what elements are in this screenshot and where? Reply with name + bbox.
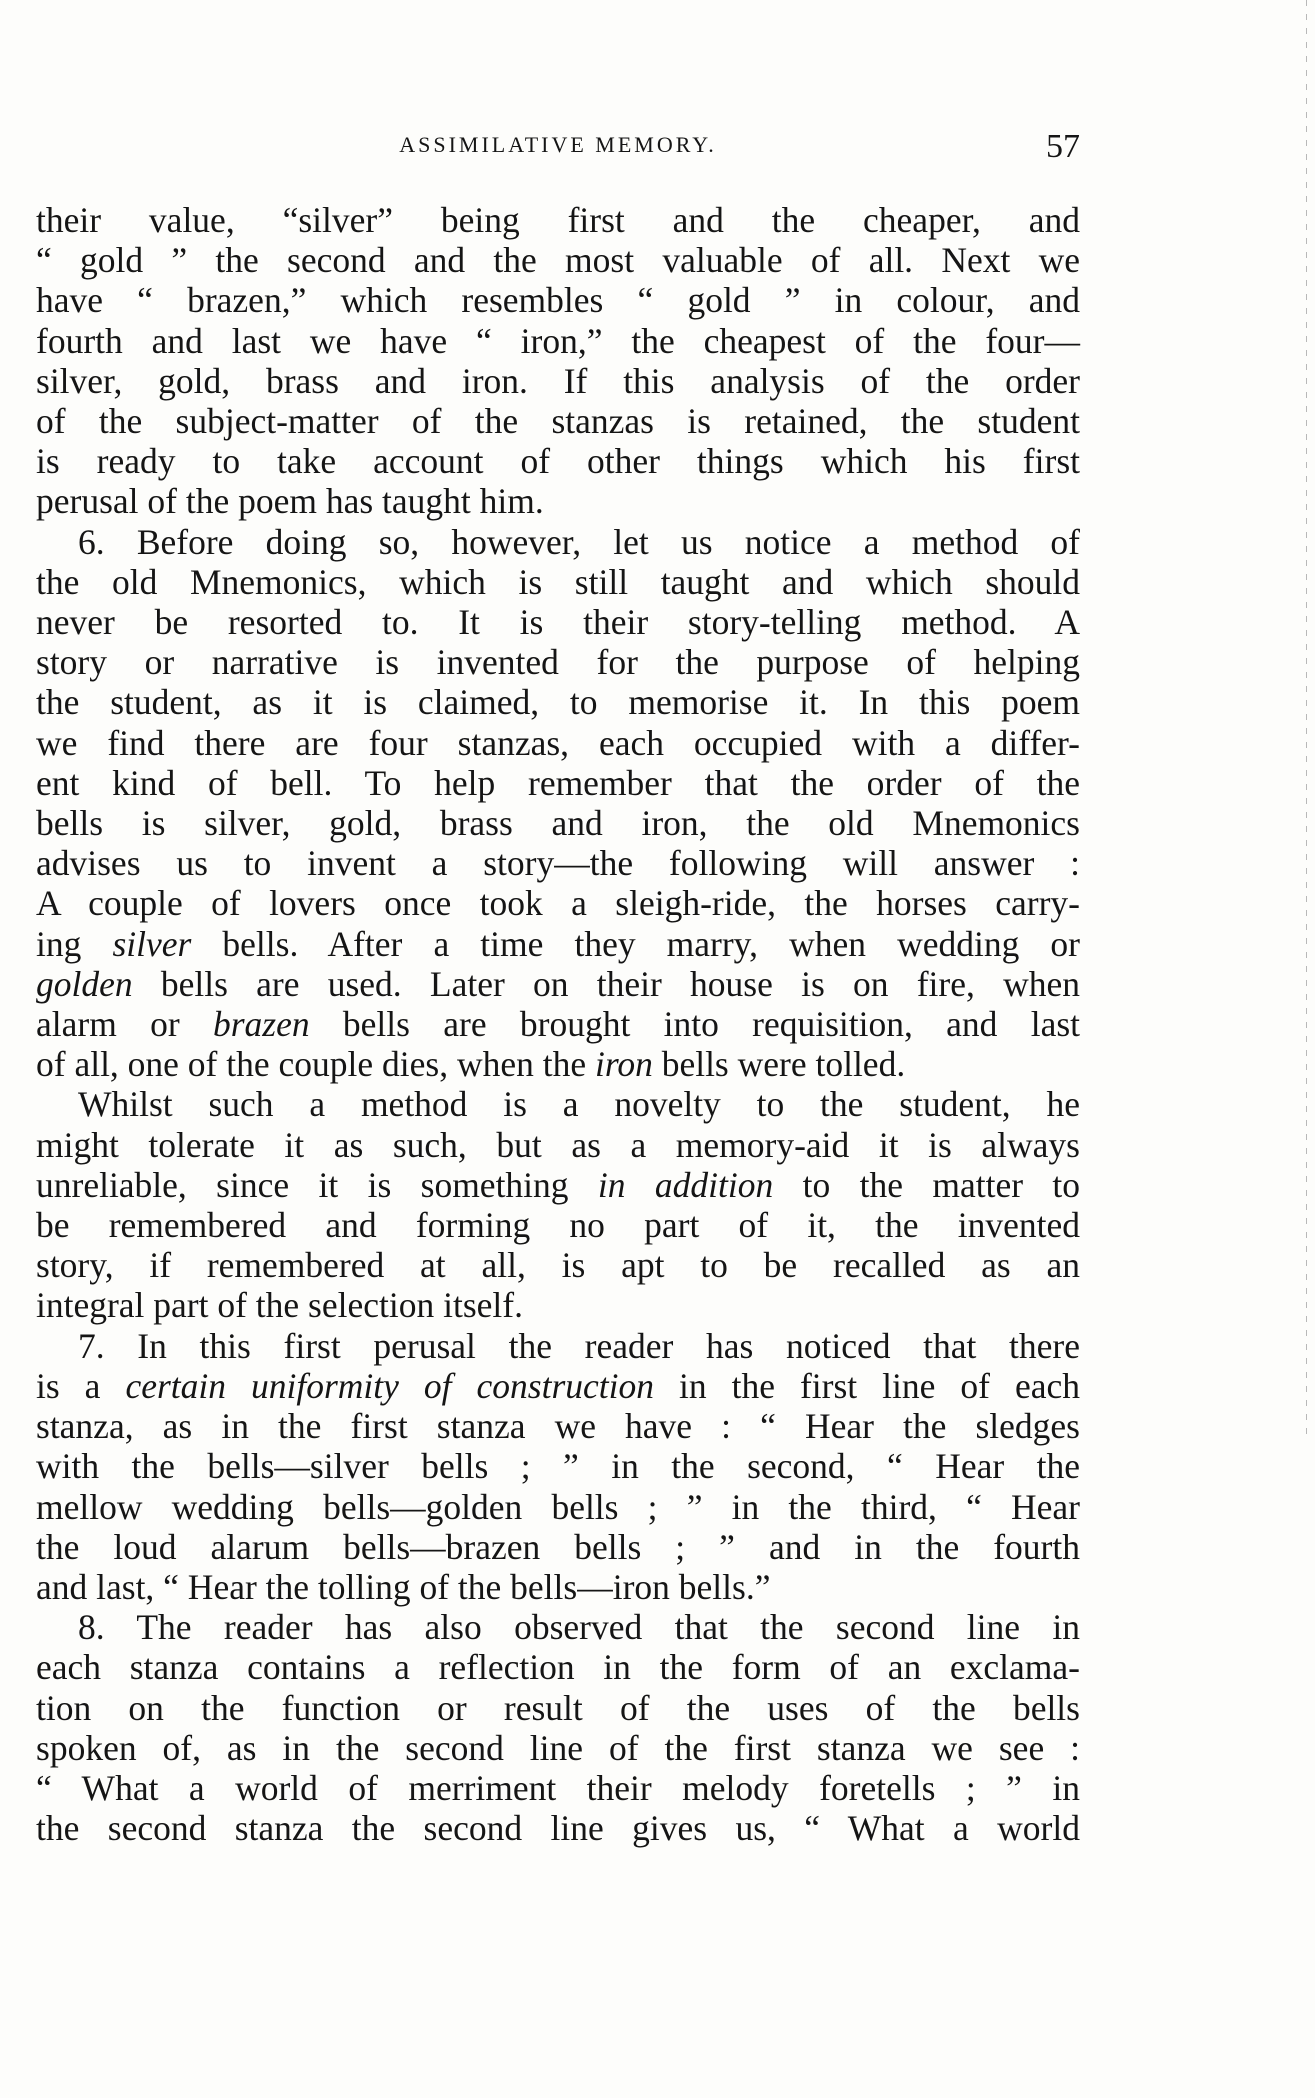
text-line <box>36 1125 1080 1165</box>
text-run: never be resorted to. It is their story-telling method. A <box>36 602 1080 643</box>
text-run: and last, “ Hear the tolling of the bells—iron bells.” <box>36 1566 771 1607</box>
text-run: mellow wedding bells—golden bells ; ” in the third, “ Hear <box>36 1486 1080 1527</box>
text-run: is ready to take account of other things which his first <box>36 441 1080 482</box>
text-run: each stanza contains a reflection in the form of an exclama- <box>36 1647 1080 1688</box>
text-run: with the bells—silver bells ; ” in the second, “ Hear the <box>36 1446 1080 1487</box>
text-run: be remembered and forming no part of it, the invented <box>36 1205 1080 1246</box>
text-line <box>36 200 1080 240</box>
text-line <box>36 924 1080 964</box>
text-run: of the subject-matter of the stanzas is retained, the student <box>36 401 1080 442</box>
text-run: silver, gold, brass and iron. If this analysis of the order <box>36 360 1080 401</box>
text-line <box>36 843 1080 883</box>
text-line <box>36 1084 1080 1124</box>
text-run: of all, one of the couple dies, when the <box>36 1044 595 1085</box>
text-line <box>36 401 1080 441</box>
text-line <box>36 763 1080 803</box>
text-run: Whilst such a method is a novelty to the student, he <box>78 1084 1080 1125</box>
text-run: A couple of lovers once took a sleigh-ride, the horses carry- <box>36 883 1080 924</box>
text-line <box>36 1567 1080 1607</box>
text-line <box>36 883 1080 923</box>
italic-text: golden <box>36 963 133 1004</box>
text-run: have “ brazen,” which resembles “ gold ” in colour, and <box>36 280 1080 321</box>
text-run: to the matter to <box>773 1164 1081 1205</box>
text-line <box>36 361 1080 401</box>
text-run: 7. In this first perusal the reader has noticed that there <box>78 1325 1080 1366</box>
text-run: in the first line of each <box>654 1365 1080 1406</box>
body-text <box>36 200 1080 1848</box>
page-header <box>36 128 1080 178</box>
text-line <box>36 1728 1080 1768</box>
text-run: 8. The reader has also observed that the second line in <box>78 1607 1080 1648</box>
text-run: advises us to invent a story—the following will answer : <box>36 843 1080 884</box>
text-line <box>36 1647 1080 1687</box>
paragraph-whilst <box>36 1084 1080 1325</box>
text-line <box>36 1768 1080 1808</box>
text-line <box>36 240 1080 280</box>
text-line <box>36 481 1080 521</box>
text-line <box>36 1285 1080 1325</box>
text-line <box>36 1326 1080 1366</box>
text-line <box>36 1446 1080 1486</box>
text-line <box>36 562 1080 602</box>
text-line <box>36 1366 1080 1406</box>
text-run: fourth and last we have “ iron,” the cheapest of the four— <box>36 320 1080 361</box>
text-line <box>36 280 1080 320</box>
text-line <box>36 964 1080 1004</box>
text-line <box>36 723 1080 763</box>
text-line <box>36 602 1080 642</box>
text-run: bells were tolled. <box>652 1044 906 1085</box>
text-line <box>36 1044 1080 1084</box>
text-run: “ What a world of merriment their melody foretells ; ” in <box>36 1767 1080 1808</box>
text-run: the old Mnemonics, which is still taught and which should <box>36 561 1080 602</box>
text-run: story, if remembered at all, is apt to be recalled as an <box>36 1245 1080 1286</box>
running-title: ASSIMILATIVE MEMORY. <box>399 132 717 157</box>
paragraph-continued <box>36 200 1080 522</box>
text-line <box>36 682 1080 722</box>
text-line <box>36 1487 1080 1527</box>
text-run: ent kind of bell. To help remember that the order of the <box>36 762 1080 803</box>
text-run: is a <box>36 1365 126 1406</box>
text-run: we find there are four stanzas, each occupied with a differ- <box>36 722 1080 763</box>
text-run: alarm or <box>36 1004 213 1045</box>
text-line <box>36 1688 1080 1728</box>
text-run: the student, as it is claimed, to memorise it. In this poem <box>36 682 1080 723</box>
text-line <box>36 1245 1080 1285</box>
text-line <box>36 642 1080 682</box>
text-run: integral part of the selection itself. <box>36 1285 523 1326</box>
text-line <box>36 1004 1080 1044</box>
text-line <box>36 1406 1080 1446</box>
italic-text: silver <box>112 923 192 964</box>
text-run: the loud alarum bells—brazen bells ; ” and in the fourth <box>36 1526 1080 1567</box>
paragraph-8 <box>36 1607 1080 1848</box>
text-line <box>36 1165 1080 1205</box>
text-run: tion on the function or result of the uses of the bells <box>36 1687 1080 1728</box>
text-line <box>36 321 1080 361</box>
text-run: perusal of the poem has taught him. <box>36 481 544 522</box>
italic-text: iron <box>594 1044 653 1085</box>
page-number: 57 <box>1046 128 1080 165</box>
text-run: might tolerate it as such, but as a memory-aid it is always <box>36 1124 1080 1165</box>
text-run: their value, “silver” being first and the cheaper, and <box>36 200 1080 240</box>
text-line <box>36 1808 1080 1848</box>
text-run: ing <box>36 923 113 964</box>
paragraph-6 <box>36 522 1080 1085</box>
text-run: 6. Before doing so, however, let us notice a method of <box>78 521 1080 562</box>
text-run: spoken of, as in the second line of the first stanza we see : <box>36 1727 1080 1768</box>
paragraph-7 <box>36 1326 1080 1607</box>
text-line <box>36 803 1080 843</box>
page-edge-line <box>1306 0 1307 1440</box>
text-run: bells is silver, gold, brass and iron, the old Mnemonics <box>36 803 1080 844</box>
text-run: unreliable, since it is something <box>36 1164 598 1205</box>
text-run: “ gold ” the second and the most valuable of all. Next we <box>36 240 1080 281</box>
italic-text: certain uniformity of construction <box>125 1365 654 1406</box>
text-run: bells. After a time they marry, when wedding or <box>191 923 1080 964</box>
italic-text: brazen <box>212 1004 310 1045</box>
text-run: story or narrative is invented for the purpose of helping <box>36 642 1080 683</box>
text-run: bells are brought into requisition, and last <box>309 1004 1080 1045</box>
text-line <box>36 1205 1080 1245</box>
italic-text: in addition <box>597 1164 774 1205</box>
text-run: bells are used. Later on their house is on fire, when <box>132 963 1080 1004</box>
text-line <box>36 441 1080 481</box>
text-run: stanza, as in the first stanza we have : “ Hear the sledges <box>36 1406 1080 1447</box>
text-line <box>36 1607 1080 1647</box>
text-run: the second stanza the second line gives us, “ What a world <box>36 1808 1080 1849</box>
text-line <box>36 522 1080 562</box>
text-line <box>36 1527 1080 1567</box>
